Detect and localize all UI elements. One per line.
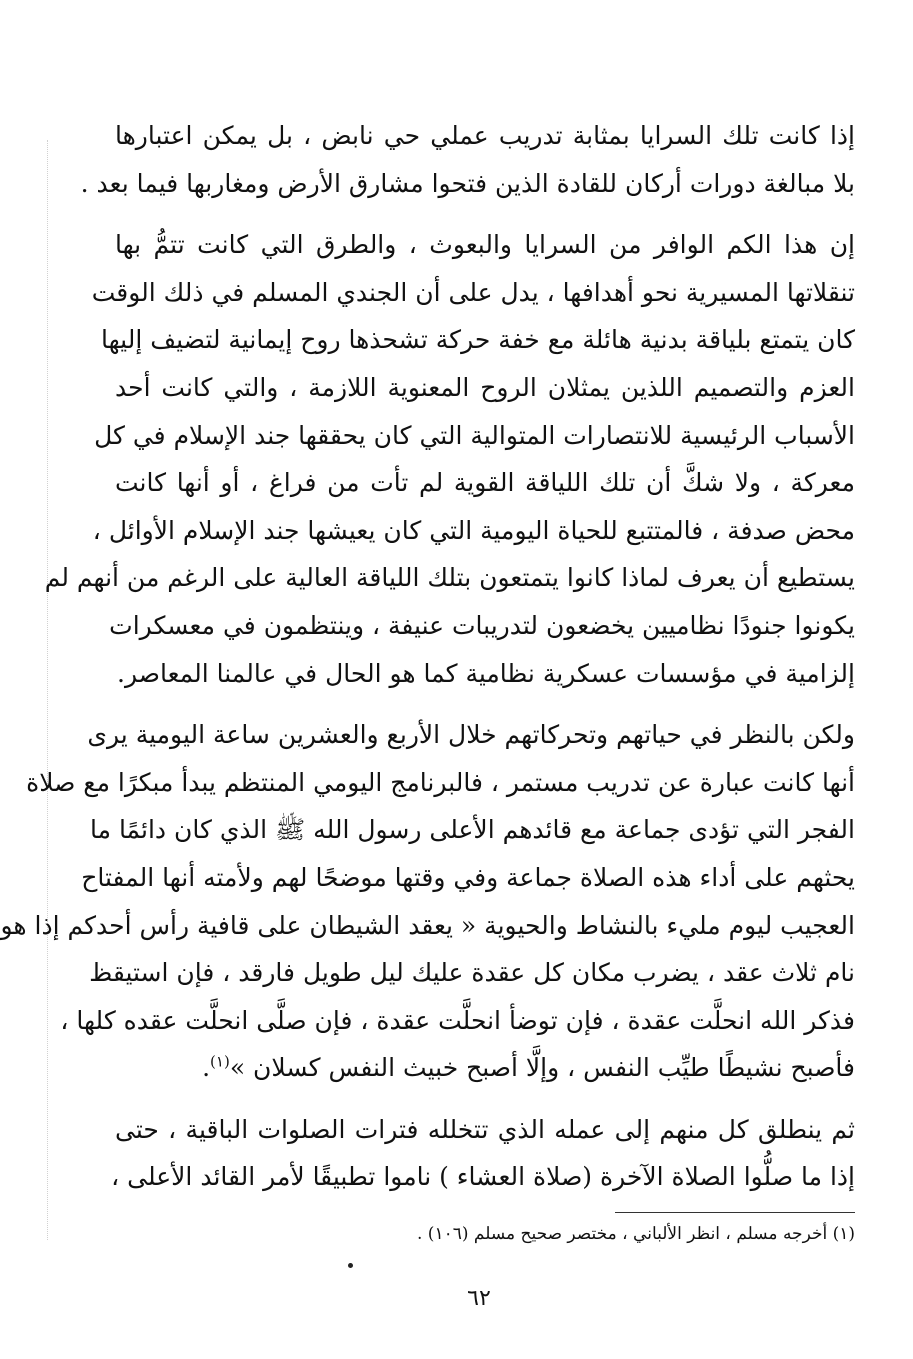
text-line: إلزامية في مؤسسات عسكرية نظامية كما هو الحال في عالمنا المعاصر. — [117, 658, 855, 688]
paragraph-2 — [44, 221, 855, 697]
paragraph-1 — [80, 112, 855, 207]
hadith-end: فأصبح نشيطًا طيِّب النفس ، وإلَّا أصبح خبيث النفس كسلان » — [229, 1053, 855, 1083]
paragraph-3 — [0, 711, 855, 1092]
text-line: إذا ما صلُّوا الصلاة الآخرة (صلاة العشاء ) ناموا تطبيقًا لأمر القائد الأعلى ، — [111, 1162, 855, 1192]
text-line: ثم ينطلق كل منهم إلى عمله الذي تتخلله فترات الصلوات الباقية ، حتى — [115, 1114, 855, 1144]
text-line: يستطيع أن يعرف لماذا كانوا يتمتعون بتلك اللياقة العالية على الرغم من أنهم لم — [44, 563, 855, 593]
footnote-divider — [615, 1212, 855, 1213]
text-line: فذكر الله انحلَّت عقدة ، فإن توضأ انحلَّت عقدة ، فإن صلَّى انحلَّت عقده كلها ، — [60, 1005, 855, 1035]
text-line: العزم والتصميم اللذين يمثلان الروح المعنوية اللازمة ، والتي كانت أحد — [115, 372, 855, 402]
text-line: معركة ، ولا شكَّ أن تلك اللياقة القوية لم تأت من فراغ ، أو أنها كانت — [115, 468, 855, 498]
paragraph-4 — [111, 1106, 855, 1201]
text-line: أنها كانت عبارة عن تدريب مستمر ، فالبرنامج اليومي المنتظم يبدأ مبكرًا مع صلاة — [26, 767, 855, 797]
scan-edge-marks — [47, 140, 49, 1240]
page-body — [0, 112, 855, 1215]
text-line: فأصبح نشيطًا طيِّب النفس ، وإلَّا أصبح خبيث النفس كسلان »$^{(١)}$. — [202, 1052, 855, 1083]
ink-dot — [348, 1263, 353, 1268]
text-line: كان يتمتع بلياقة بدنية هائلة مع خفة حركة تشحذها روح إيمانية لتضيف إليها — [101, 325, 855, 355]
text-line: يكونوا جنودًا نظاميين يخضعون لتدريبات عنيفة ، وينتظمون في معسكرات — [109, 610, 855, 640]
text-line: بلا مبالغة دورات أركان للقادة الذين فتحوا مشارق الأرض ومغاربها فيما بعد . — [80, 168, 855, 198]
text-line: إذا كانت تلك السرايا بمثابة تدريب عملي حي نابض ، بل يمكن اعتبارها — [115, 121, 855, 150]
footnote: (١) أخرجه مسلم ، انظر الألباني ، مختصر صحيح مسلم (١٠٦) . — [416, 1224, 855, 1244]
page-number: ٦٢ — [467, 1286, 491, 1311]
text-line: يحثهم على أداء هذه الصلاة جماعة وفي وقتها موضحًا لهم ولأمته أنها المفتاح — [81, 862, 855, 892]
text-line: العجيب ليوم مليء بالنشاط والحيوية « يعقد الشيطان على قافية رأس أحدكم إذا هو — [0, 910, 855, 940]
text-line: الأسباب الرئيسية للانتصارات المتوالية التي كان يحققها جند الإسلام في كل — [94, 420, 855, 450]
text-line: تنقلاتها المسيرية نحو أهدافها ، يدل على أن الجندي المسلم في ذلك الوقت — [91, 277, 855, 307]
text-line: محض صدفة ، فالمتتبع للحياة اليومية التي كان يعيشها جند الإسلام الأوائل ، — [92, 515, 855, 545]
text-line: إن هذا الكم الوافر من السرايا والبعوث ، والطرق التي كانت تتمُّ بها — [115, 230, 855, 260]
text-line: الفجر التي تؤدى جماعة مع قائدهم الأعلى رسول الله ﷺ الذي كان دائمًا ما — [89, 815, 855, 845]
footnote-reference[interactable]: (١) — [210, 1052, 230, 1071]
text-line: ولكن بالنظر في حياتهم وتحركاتهم خلال الأربع والعشرين ساعة اليومية يرى — [87, 720, 855, 750]
text-line: نام ثلاث عقد ، يضرب مكان كل عقدة عليك ليل طويل فارقد ، فإن استيقظ — [89, 958, 855, 988]
